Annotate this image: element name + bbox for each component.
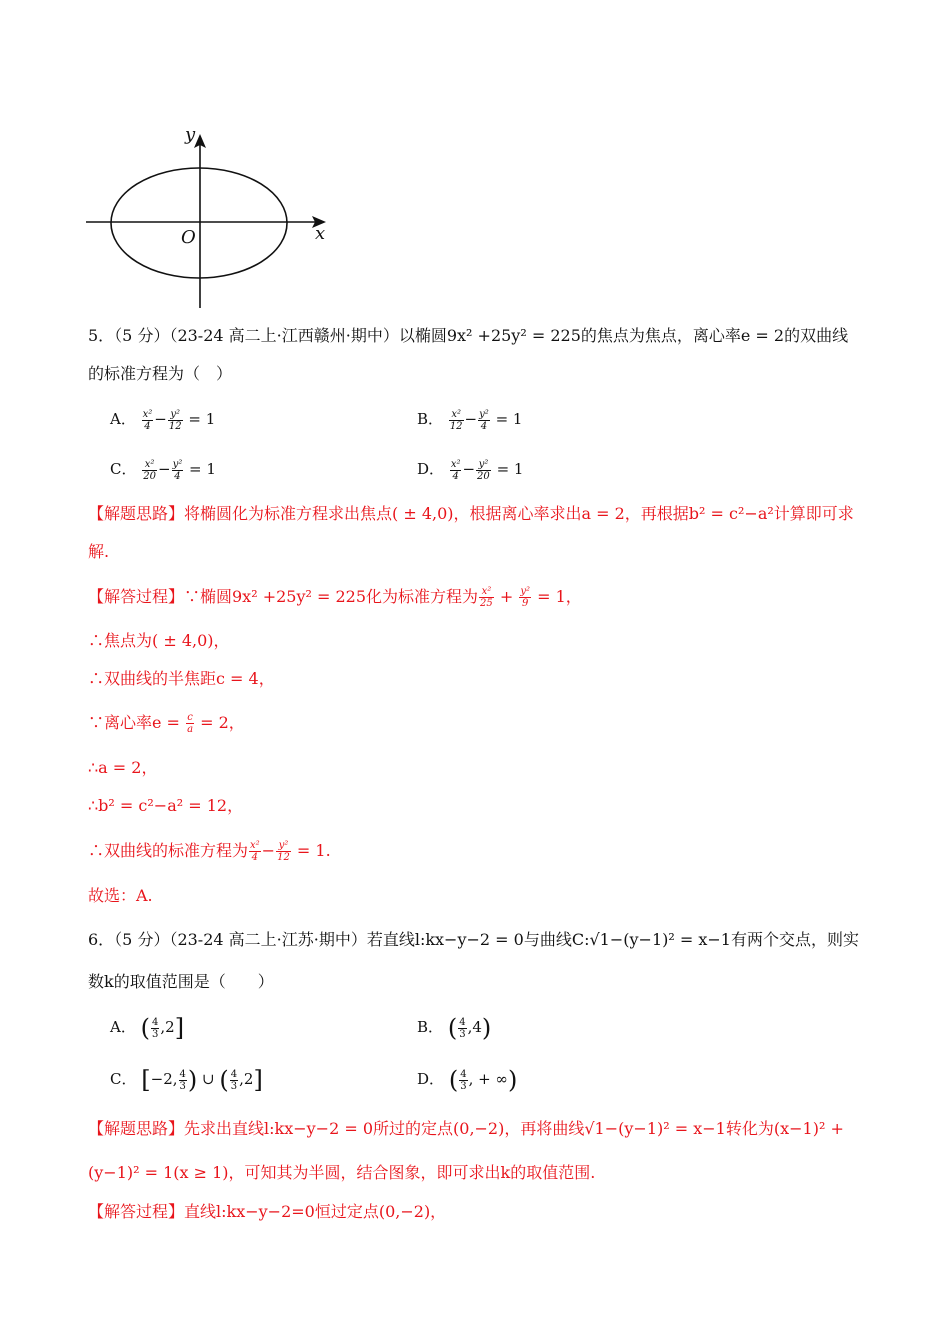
rhs: = 1 <box>189 460 216 478</box>
step-text: ∵离心率e = <box>88 713 186 732</box>
q5-step4: ∴a = 2， <box>88 758 158 777</box>
fraction: $\frac{\text{x²}}{12}$ <box>449 408 463 432</box>
rhs: = 1 <box>495 410 523 428</box>
interval-rest: ,2 <box>160 1018 175 1036</box>
step-text: = 1. <box>291 841 331 860</box>
q6-process-line: 【解答过程】直线l:kx−y−2=0恒过定点(0,−2)， <box>88 1202 447 1221</box>
rhs: = 1 <box>188 410 216 428</box>
q6-idea-line2: (y−1)² = 1(x ≥ 1)，可知其为半圆，结合图象，即可求出k的取值范围. <box>88 1163 596 1182</box>
bracket: ) <box>187 1066 198 1094</box>
fraction: $\frac{c}{a}$ <box>187 712 194 735</box>
fraction: $\frac{4}{3}$ <box>152 1016 159 1040</box>
q5-option-c[interactable]: C． $\frac{\text{x²}}{20}$ − $\frac{\text{y²}}{4}$ = 1 <box>110 458 216 482</box>
q5-option-a[interactable]: A． $\frac{\text{x²}}{4}$ − $\frac{\text{y²}}{12}$ = 1 <box>110 408 216 432</box>
fraction: $\frac{\text{y²}}{12}$ <box>168 408 182 432</box>
bracket: ( <box>140 1014 150 1042</box>
q6-option-b[interactable] <box>417 1016 491 1040</box>
fraction: $\frac{\text{x²}}{25}$ <box>480 586 493 609</box>
fraction: $\frac{\text{x²}}{4}$ <box>250 840 260 863</box>
fraction: $\frac{4}{3}$ <box>460 1068 467 1092</box>
y-axis-label: y <box>185 124 196 145</box>
q5-option-d[interactable]: D． $\frac{\text{x²}}{4}$ − $\frac{\text{y²}}{20}$ = 1 <box>417 458 524 482</box>
fraction: $\frac{4}{3}$ <box>230 1068 238 1092</box>
plus: + <box>494 587 519 606</box>
interval-rest: , + ∞ <box>468 1070 508 1088</box>
q5-stem-line2: 的标准方程为（ ） <box>88 364 233 383</box>
x-axis-label: x <box>315 223 326 244</box>
q5-idea-line1: 【解题思路】将椭圆化为标准方程求出焦点( ± 4,0)，根据离心率求出a = 2，再根据b² = c²−a²计算即可求 <box>88 504 854 523</box>
option-label: B． <box>417 1018 444 1036</box>
option-label: A． <box>110 410 136 428</box>
q5-process-line <box>88 586 582 609</box>
q5-option-b[interactable]: B． $\frac{\text{x²}}{12}$ − $\frac{\text{y²}}{4}$ = 1 <box>417 408 523 432</box>
origin-label: O <box>181 227 196 248</box>
fraction: $\frac{\text{y²}}{9}$ <box>520 586 531 609</box>
union-symbol: ∪ <box>197 1070 220 1088</box>
bracket: [ <box>141 1066 151 1094</box>
q5-answer: 故选：A. <box>88 886 153 905</box>
fraction: $\frac{\text{x²}}{4}$ <box>450 458 461 482</box>
step-text: = 2， <box>195 713 245 732</box>
option-label: B． <box>417 410 444 428</box>
bracket: ) <box>481 1014 492 1042</box>
q5-step6: ∴双曲线的标准方程为 $\frac{\text{x²}}{4}$ − $\frac{\text{y²}}{12}$ = 1. <box>88 840 331 863</box>
bracket: ( <box>448 1066 459 1094</box>
q5-stem-line1: 5．（5 分）（23-24 高二上·江西赣州·期中）以椭圆9x² +25y² = 225的焦点为焦点，离心率e = 2的双曲线 <box>88 326 849 345</box>
fraction: $\frac{\text{y²}}{4}$ <box>479 408 489 432</box>
option-label: D． <box>417 1070 445 1088</box>
bracket: ) <box>507 1066 518 1094</box>
q6-option-d[interactable] <box>417 1068 517 1092</box>
fraction: $\frac{\text{y²}}{20}$ <box>477 458 490 482</box>
option-label: A． <box>110 1018 136 1036</box>
q5-step2: ∴双曲线的半焦距c = 4， <box>88 669 275 688</box>
interval-rest: ,4 <box>467 1018 482 1036</box>
q5-step1: ∴焦点为( ± 4,0)， <box>88 631 230 650</box>
interval-rest: ,2 <box>239 1070 254 1088</box>
bracket: ] <box>253 1066 263 1094</box>
interval-pre: −2, <box>150 1070 178 1088</box>
q5-step3 <box>88 712 245 735</box>
fraction: $\frac{\text{x²}}{20}$ <box>143 458 156 482</box>
q6-stem-line2: 数k的取值范围是（ ） <box>88 972 274 991</box>
q6-stem-line1: 6．（5 分）（23-24 高二上·江苏·期中）若直线l:kx−y−2 = 0与曲线C:√1−(y−1)² = x−1有两个交点，则实 <box>88 930 859 949</box>
fraction: $\frac{\text{x²}}{4}$ <box>142 408 153 432</box>
q5-step5: ∴b² = c²−a² = 12， <box>88 796 244 815</box>
fraction: $\frac{4}{3}$ <box>459 1016 466 1040</box>
option-label: C． <box>110 460 137 478</box>
bracket: ( <box>219 1066 229 1094</box>
fraction: $\frac{\text{y²}}{12}$ <box>277 840 290 863</box>
q6-idea-line1: 【解题思路】先求出直线l:kx−y−2 = 0所过的定点(0,−2)，再将曲线√1−(y−1)² = x−1转化为(x−1)² + <box>88 1119 844 1138</box>
ellipse-curve <box>111 168 287 278</box>
step-text: ∴双曲线的标准方程为 <box>88 841 249 860</box>
ellipse-figure <box>86 124 336 310</box>
option-label: D． <box>417 460 445 478</box>
q6-option-a[interactable] <box>110 1016 184 1040</box>
q6-option-c[interactable] <box>110 1068 263 1092</box>
fraction: $\frac{4}{3}$ <box>179 1068 186 1092</box>
process-text: = 1， <box>532 587 582 606</box>
fraction: $\frac{\text{y²}}{4}$ <box>172 458 183 482</box>
bracket: ] <box>174 1014 185 1042</box>
option-label: C． <box>110 1070 137 1088</box>
process-text: 【解答过程】∵椭圆9x² +25y² = 225化为标准方程为 <box>88 587 479 606</box>
q5-idea-line2: 解. <box>88 542 110 561</box>
bracket: ( <box>447 1014 458 1042</box>
rhs: = 1 <box>496 460 524 478</box>
